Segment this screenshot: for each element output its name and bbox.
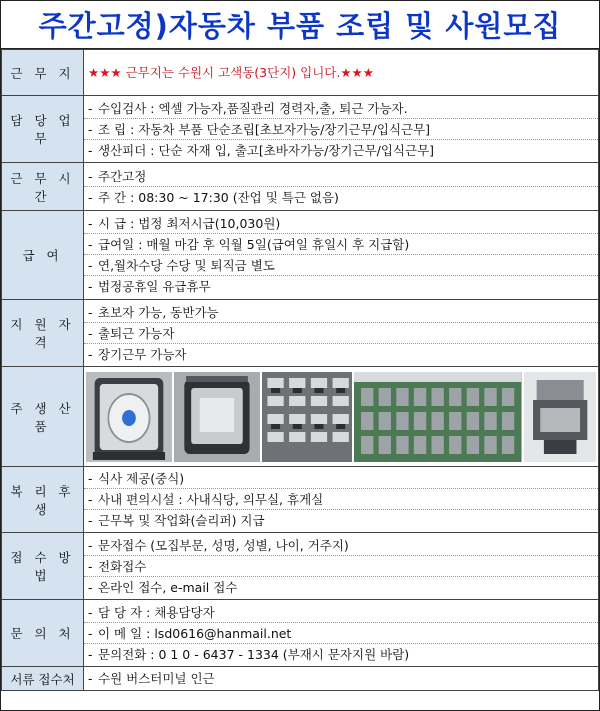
list-item: - 수입검사 : 엑셀 가능자,품질관리 경력자,출, 퇴근 가능자. bbox=[84, 98, 598, 119]
list-item: - 문자접수 (모집부문, 성명, 성별, 나이, 거주지) bbox=[84, 535, 598, 556]
list-item: - 주 간 : 08:30 ~ 17:30 (잔업 및 특근 없음) bbox=[88, 189, 339, 205]
row-documents bbox=[2, 667, 599, 691]
row-label: 담 당 업 무 bbox=[2, 96, 84, 163]
stars-icon: ★★★ bbox=[340, 65, 374, 80]
list-item: - 사내 편의시설 : 사내식당, 의무실, 휴게실 bbox=[84, 489, 598, 510]
list-item: - 근무복 및 작업화(슬리퍼) 지급 bbox=[88, 513, 265, 528]
location-line bbox=[84, 62, 598, 83]
row-pay bbox=[2, 211, 599, 300]
row-hours bbox=[2, 163, 599, 211]
row-label: 복 리 후 생 bbox=[2, 467, 84, 533]
row-application bbox=[2, 533, 599, 600]
row-label: 근 무 시 간 bbox=[2, 163, 84, 211]
row-label: 주 생 산 품 bbox=[2, 367, 84, 467]
row-label: 문 의 처 bbox=[2, 600, 84, 667]
list-item: - 온라인 접수, e-mail 접수 bbox=[88, 579, 238, 595]
row-label: 서류 접수처 bbox=[2, 667, 84, 691]
product-photo bbox=[86, 372, 172, 462]
product-photos bbox=[84, 370, 598, 464]
list-item: - 식사 제공(중식) bbox=[84, 468, 598, 489]
row-duties bbox=[2, 96, 599, 163]
product-photo bbox=[262, 372, 352, 462]
product-photo bbox=[174, 372, 260, 462]
stars-icon: ★★★ bbox=[88, 65, 122, 80]
list-item: - 시 급 : 법정 최저시급(10,030원) bbox=[84, 213, 598, 234]
list-item: - 연,월차수당 수당 및 퇴직금 별도 bbox=[84, 255, 598, 276]
page-title: 주간고정)자동차 부품 조립 및 사원모집 bbox=[1, 1, 599, 49]
row-label: 급 여 bbox=[2, 211, 84, 300]
list-item: - 급여일 : 매월 마감 후 익월 5일(급여일 휴일시 후 지급함) bbox=[84, 234, 598, 255]
phone-link[interactable]: - 문의전화 : 0 1 0 - 6437 - 1334 (부재시 문자지원 바람) bbox=[88, 646, 410, 662]
row-location bbox=[2, 50, 599, 96]
row-label: 근 무 지 bbox=[2, 50, 84, 96]
list-item: - 초보자 가능, 동반가능 bbox=[84, 302, 598, 323]
product-photo bbox=[524, 372, 596, 462]
list-item: - 출퇴근 가능자 bbox=[84, 323, 598, 344]
list-item: - 담 당 자 : 채용담당자 bbox=[84, 602, 598, 623]
row-products bbox=[2, 367, 599, 467]
list-item: - 주간고정 bbox=[84, 166, 598, 187]
list-item: - 법정공휴일 유급휴무 bbox=[88, 279, 211, 294]
row-qualifications bbox=[2, 300, 599, 367]
list-item: - 수원 버스터미널 인근 bbox=[88, 671, 215, 686]
product-photo bbox=[354, 372, 521, 462]
list-item: - 장기근무 가능자 bbox=[88, 346, 187, 362]
row-label: 지 원 자 격 bbox=[2, 300, 84, 367]
row-benefits bbox=[2, 467, 599, 533]
list-item: - 전화접수 bbox=[84, 556, 598, 577]
row-contact bbox=[2, 600, 599, 667]
list-item: - 조 립 : 자동차 부품 단순조립[초보자가능/장기근무/입식근무] bbox=[84, 119, 598, 140]
row-label: 접 수 방 법 bbox=[2, 533, 84, 600]
list-item: - 생산피더 : 단순 자재 입, 출고[초바자가능/장기근무/입식근무] bbox=[88, 142, 435, 158]
posting-table bbox=[1, 49, 599, 691]
location-text: 근무지는 수원시 고색동(3단지) 입니다. bbox=[121, 65, 341, 80]
email-link[interactable]: - 이 메 일 : lsd0616@hanmail.net bbox=[84, 623, 598, 644]
